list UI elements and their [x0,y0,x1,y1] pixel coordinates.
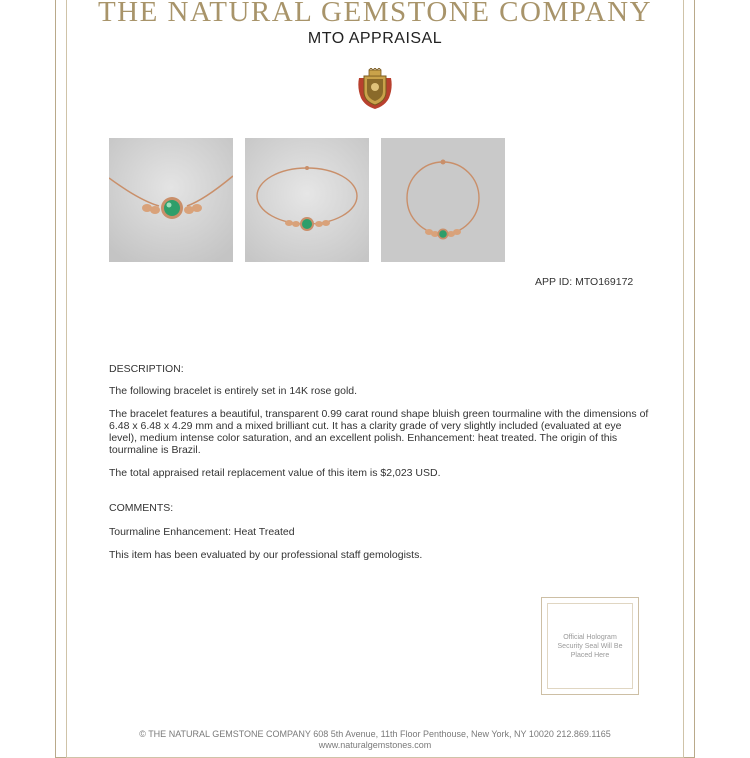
comment-line-2: This item has been evaluated by our professional staff gemologists. [109,549,423,561]
product-image-top [381,138,505,262]
description-paragraph-1: The following bracelet is entirely set in 14K rose gold. [109,385,358,397]
appraisal-id: APP ID: MTO169172 [535,276,634,288]
seal-inner-border [547,603,633,689]
footer-website-link[interactable]: www.naturalgemstones.com [318,740,432,750]
footer-address: © THE NATURAL GEMSTONE COMPANY 608 5th Avenue, 11th Floor Penthouse, New York, NY 10020 212.869.1165 [139,729,611,739]
comment-line-1: Tourmaline Enhancement: Heat Treated [109,526,295,538]
description-paragraph-2: The bracelet features a beautiful, transparent 0.99 carat round shape bluish green tourmaline with the dimensions of 6.48 x 6.48 x 4.29 mm and a mixed brilliant cut. It has a clarity grade of very slightly included (evaluated at eye level), medium intense color saturation, and an excellent polish. Enhancement: heat treated. The origin of this tourmaline is Brazil. [109,408,649,456]
comments-heading: COMMENTS: [109,502,174,514]
description-heading: DESCRIPTION: [109,363,184,375]
product-image-blank [517,138,641,262]
seal-text: Official Hologram Security Seal Will Be Placed Here [557,633,623,659]
product-image-closeup [109,138,233,262]
description-paragraph-3: The total appraised retail replacement value of this item is $2,023 USD. [109,467,441,479]
hologram-seal-placeholder [541,597,639,695]
product-image-full [245,138,369,262]
heraldic-crest-icon [355,68,395,110]
document-type-title: MTO APPRAISAL [307,30,443,47]
company-name: THE NATURAL GEMSTONE COMPANY [97,0,653,28]
